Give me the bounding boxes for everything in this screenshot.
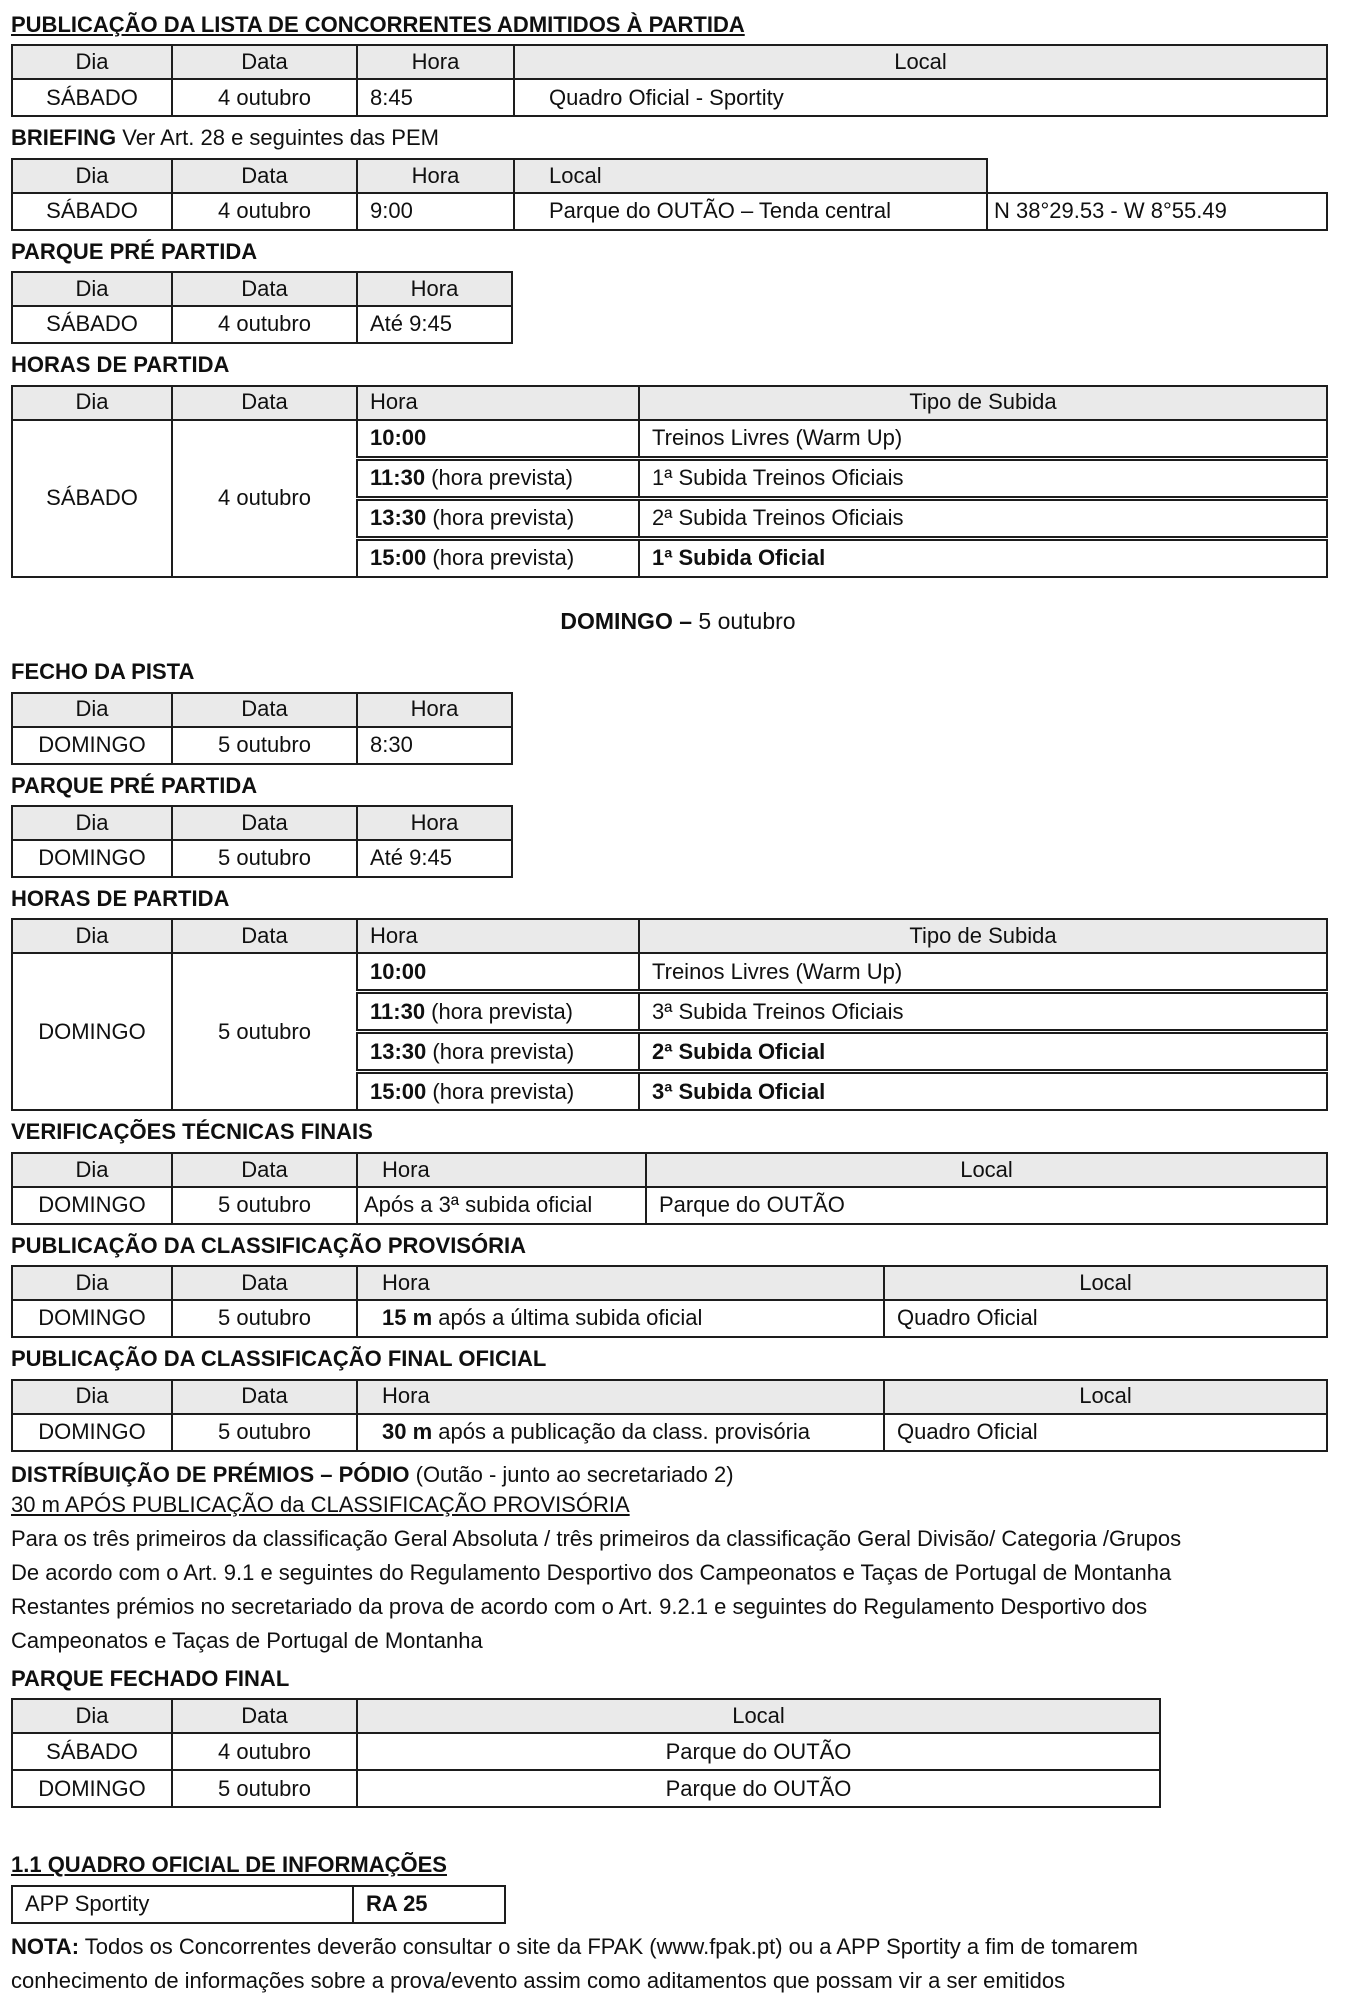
cell-hora: 8:30 [357,727,512,764]
cell-dia: DOMINGO [12,1300,172,1337]
day-heading-domingo [11,608,1345,636]
title-fecho-da-pista: FECHO DA PISTA [11,659,195,685]
cell-hora: Até 9:45 [357,306,512,343]
header-cell-local: Local [646,1153,1327,1187]
premios-rest: (Outão - junto ao secretariado 2) [409,1461,734,1487]
table-quadro-oficial [11,1885,506,1924]
header-cell-local: Local [514,45,1327,79]
paragraph-line: De acordo com o Art. 9.1 e seguintes do Regulamento Desportivo dos Campeonatos e Taças de Portugal de Montanha [11,1559,1172,1585]
nota-line [11,1930,1345,1964]
cell-data: 5 outubro [172,1187,357,1224]
header-cell-data: Data [172,806,357,840]
header-cell-data: Data [172,45,357,79]
table-row [12,1886,505,1923]
header-cell-dia: Dia [12,693,172,727]
hora-time: 11:30 [370,464,426,490]
header-cell-dia: Dia [12,919,172,953]
title-parque-pre-partida-sab: PARQUE PRÉ PARTIDA [11,238,258,264]
nota-text: Todos os Concorrentes deverão consultar o site da FPAK (www.fpak.pt) ou a APP Sportity a fim de tomarem [79,1933,1138,1959]
nota-line: conhecimento de informações sobre a prova/evento assim como aditamentos que possam vir a ser emitidos [11,1967,1066,1993]
header-row [12,919,1327,953]
header-cell-hora: Hora [357,272,512,306]
header-cell-hora: Hora [357,159,514,193]
header-cell-dia: Dia [12,45,172,79]
header-cell-dia: Dia [12,1153,172,1187]
cell-dia: DOMINGO [12,1414,172,1451]
table-row [12,1733,1160,1770]
cell-hora [357,1300,884,1337]
cell-dia: SÁBADO [12,1733,172,1770]
header-cell-hora: Hora [357,1153,646,1187]
hora-time: 13:30 [370,504,427,530]
hora-note: (hora prevista) [426,504,575,530]
header-cell-data: Data [172,272,357,306]
cell-dia: SÁBADO [12,193,172,230]
cell-local: Parque do OUTÃO [357,1733,1160,1770]
cell-local: Parque do OUTÃO [357,1770,1160,1807]
hora-note: (hora prevista) [426,544,575,570]
day-heading-bold: DOMINGO – [560,607,693,634]
hora-time: 11:30 [370,998,426,1024]
cell-data: 4 outubro [172,79,357,116]
table-row [12,1187,1327,1224]
cell-dia: SÁBADO [12,79,172,116]
header-cell-hora: Hora [357,45,514,79]
table-row [12,193,1327,230]
cell-dia: DOMINGO [12,953,172,1110]
cell-tipo-subida: Treinos Livres (Warm Up) [639,953,1327,992]
nota-block [11,1930,1345,1998]
header-cell-data: Data [172,1699,357,1733]
cell-tipo-subida: 3ª Subida Treinos Oficiais [639,992,1327,1032]
header-cell-local: Local [884,1266,1327,1300]
title-publicacao-lista: PUBLICAÇÃO DA LISTA DE CONCORRENTES ADMITIDOS À PARTIDA [11,12,745,37]
table-parque-pre-partida-sab [11,271,513,344]
header-cell-data: Data [172,386,357,420]
cell-hora [357,458,639,498]
title-horas-partida-dom: HORAS DE PARTIDA [11,885,230,911]
cell-dia: SÁBADO [12,420,172,577]
header-row [12,693,512,727]
premios-paragraph [11,1522,1345,1658]
cell-tipo-subida: 3ª Subida Oficial [639,1072,1327,1111]
header-cell-hora: Hora [357,1266,884,1300]
cell-tipo-subida: 1ª Subida Oficial [639,538,1327,577]
cell-hora [357,1032,639,1072]
header-cell-dia: Dia [12,1380,172,1414]
cell-tipo-subida: 1ª Subida Treinos Oficiais [639,458,1327,498]
title-briefing-rest: Ver Art. 28 e seguintes das PEM [116,125,439,151]
header-cell-dia: Dia [12,159,172,193]
premios-underline-line: 30 m APÓS PUBLICAÇÃO da CLASSIFICAÇÃO PROVISÓRIA [11,1491,630,1517]
cell-ra-code: RA 25 [353,1886,505,1923]
cell-data: 4 outubro [172,193,357,230]
table-row [12,79,1327,116]
cell-data: 4 outubro [172,306,357,343]
cell-hora [357,498,639,538]
header-cell-hora: Hora [357,693,512,727]
title-classificacao-provisoria: PUBLICAÇÃO DA CLASSIFICAÇÃO PROVISÓRIA [11,1232,526,1258]
hora-note: após a publicação da class. provisória [432,1418,811,1444]
header-cell-data: Data [172,1380,357,1414]
title-classificacao-final: PUBLICAÇÃO DA CLASSIFICAÇÃO FINAL OFICIAL [11,1346,547,1372]
table-row [12,727,512,764]
title-parque-fechado-final: PARQUE FECHADO FINAL [11,1665,290,1691]
header-cell-local: Local [884,1380,1327,1414]
table-row [12,840,512,877]
cell-local: Quadro Oficial [884,1300,1327,1337]
table-row [12,1770,1160,1807]
hora-time: 30 m [382,1418,433,1444]
header-cell-dia: Dia [12,1699,172,1733]
paragraph-line: Campeonatos e Taças de Portugal de Montanha [11,1627,483,1653]
hora-time: 10:00 [370,958,427,984]
header-cell-local: Local [357,1699,1160,1733]
cell-dia: DOMINGO [12,1187,172,1224]
header-cell-dia: Dia [12,806,172,840]
cell-hora [357,1072,639,1111]
header-cell-hora: Hora [357,1380,884,1414]
hora-note: (hora prevista) [425,464,574,490]
cell-local: Quadro Oficial [884,1414,1327,1451]
header-row [12,1699,1160,1733]
hora-note: (hora prevista) [426,1078,575,1104]
premios-bold: DISTRÍBUIÇÃO DE PRÉMIOS – PÓDIO [11,1461,410,1487]
cell-local: Parque do OUTÃO [646,1187,1327,1224]
cell-data: 4 outubro [172,420,357,577]
header-row [12,45,1327,79]
header-row [12,272,512,306]
header-cell-data: Data [172,693,357,727]
header-cell-hora: Hora [357,806,512,840]
header-cell-dia: Dia [12,272,172,306]
header-cell-hora: Hora [357,919,639,953]
table-row [12,420,1327,459]
cell-hora: 9:00 [357,193,514,230]
table-classificacao-provisoria [11,1265,1328,1338]
table-row [12,1300,1327,1337]
cell-local: Quadro Oficial - Sportity [514,79,1327,116]
title-briefing-bold: BRIEFING [11,125,117,151]
table-horas-partida-sab [11,385,1328,578]
cell-tipo-subida: 2ª Subida Oficial [639,1032,1327,1072]
header-row [12,806,512,840]
header-cell-local: Local [514,159,987,193]
table-row [12,953,1327,992]
cell-tipo-subida: Treinos Livres (Warm Up) [639,420,1327,459]
hora-note: (hora prevista) [425,998,574,1024]
hora-time: 13:30 [370,1038,427,1064]
table-publicacao-lista [11,44,1328,117]
title-briefing [11,125,1345,151]
title-distribuicao-premios [11,1462,1345,1488]
header-cell-tipo-subida: Tipo de Subida [639,919,1327,953]
cell-data: 5 outubro [172,1414,357,1451]
title-verificacoes-tecnicas: VERIFICAÇÕES TÉCNICAS FINAIS [11,1119,373,1145]
title-horas-partida-sab: HORAS DE PARTIDA [11,352,230,378]
cell-dia: DOMINGO [12,1770,172,1807]
cell-hora [357,953,639,992]
header-cell-dia: Dia [12,1266,172,1300]
header-cell-data: Data [172,1266,357,1300]
paragraph-line: Restantes prémios no secretariado da prova de acordo com o Art. 9.2.1 e seguintes do Regulamento Desportivo dos [11,1593,1148,1619]
cell-data: 4 outubro [172,1733,357,1770]
cell-gps-coordinates: N 38°29.53 - W 8°55.49 [987,193,1327,230]
title-parque-pre-partida-dom: PARQUE PRÉ PARTIDA [11,772,258,798]
table-fecho-da-pista [11,692,513,765]
hora-time: 15 m [382,1305,433,1331]
header-cell-data: Data [172,919,357,953]
table-briefing [11,158,1328,231]
cell-dia: DOMINGO [12,727,172,764]
cell-hora [357,992,639,1032]
cell-hora [357,420,639,459]
cell-tipo-subida: 2ª Subida Treinos Oficiais [639,498,1327,538]
cell-data: 5 outubro [172,840,357,877]
header-row [12,1380,1327,1414]
hora-time: 15:00 [370,544,427,570]
header-cell-data: Data [172,159,357,193]
header-cell-empty [987,159,1327,193]
spacer [11,1808,1345,1844]
cell-hora: 8:45 [357,79,514,116]
table-row [12,306,512,343]
nota-label: NOTA: [11,1933,80,1959]
header-cell-data: Data [172,1153,357,1187]
title-quadro-oficial-informacoes: 1.1 QUADRO OFICIAL DE INFORMAÇÕES [11,1852,447,1878]
hora-note: após a última subida oficial [432,1305,703,1331]
cell-hora: Até 9:45 [357,840,512,877]
hora-time: 10:00 [370,424,427,450]
cell-data: 5 outubro [172,727,357,764]
cell-hora [357,1414,884,1451]
cell-data: 5 outubro [172,1300,357,1337]
cell-local: Parque do OUTÃO – Tenda central [514,193,987,230]
paragraph-line: Para os três primeiros da classificação Geral Absoluta / três primeiros da classificação Geral Divisão/ Categoria /Grupos [11,1525,1182,1551]
header-row [12,386,1327,420]
header-cell-dia: Dia [12,386,172,420]
table-row [12,1414,1327,1451]
cell-dia: SÁBADO [12,306,172,343]
header-row [12,1153,1327,1187]
cell-hora: Após a 3ª subida oficial [357,1187,646,1224]
day-heading-rest: 5 outubro [692,607,796,634]
header-row [12,159,1327,193]
table-verificacoes-tecnicas [11,1152,1328,1225]
hora-time: 15:00 [370,1078,427,1104]
header-cell-hora: Hora [357,386,639,420]
cell-dia: DOMINGO [12,840,172,877]
cell-hora [357,538,639,577]
table-horas-partida-dom [11,918,1328,1111]
hora-note: (hora prevista) [426,1038,575,1064]
header-cell-tipo-subida: Tipo de Subida [639,386,1327,420]
header-row [12,1266,1327,1300]
table-parque-pre-partida-dom [11,805,513,878]
cell-data: 5 outubro [172,1770,357,1807]
table-parque-fechado-final [11,1698,1161,1808]
table-classificacao-final [11,1379,1328,1452]
cell-app-sportity: APP Sportity [12,1886,353,1923]
cell-data: 5 outubro [172,953,357,1110]
